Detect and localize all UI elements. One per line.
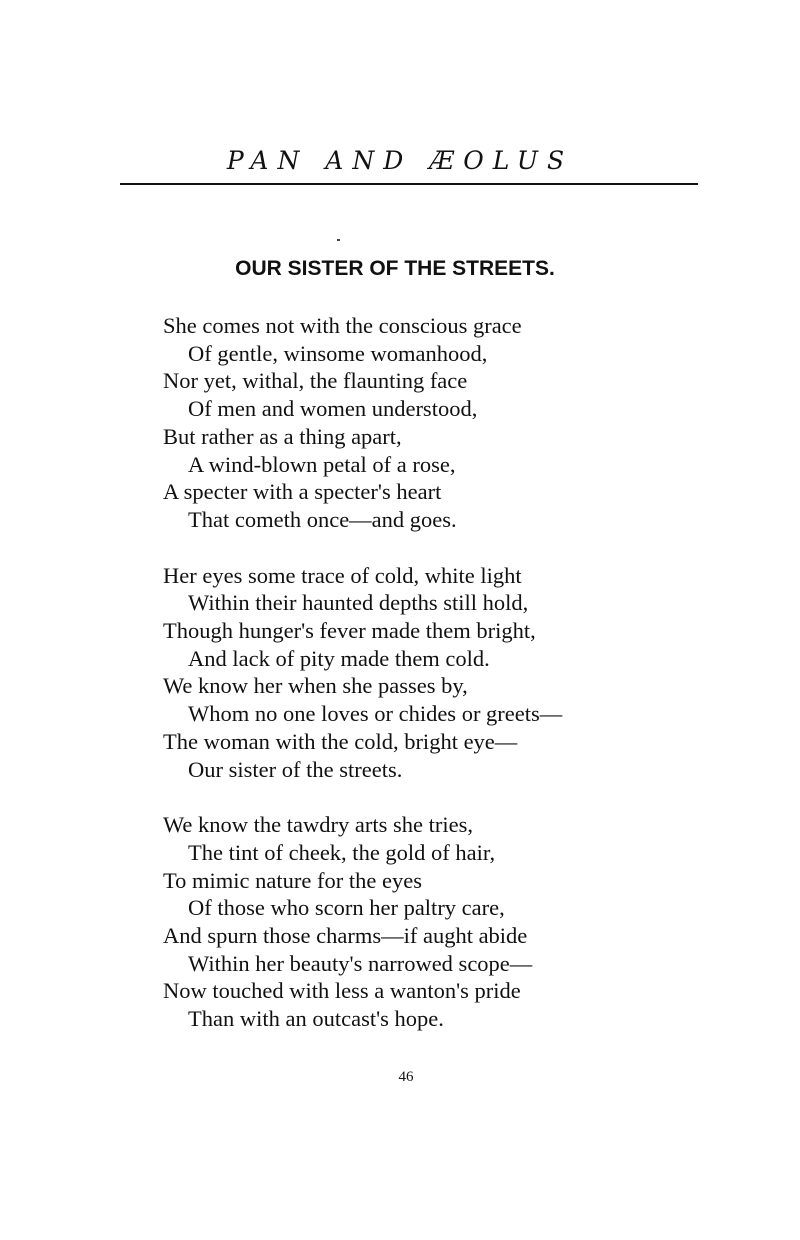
poem-line: Whom no one loves or chides or greets—	[188, 701, 563, 727]
poem-line: Within her beauty's narrowed scope—	[188, 950, 533, 976]
poem-line: Though hunger's fever made them bright,	[163, 618, 536, 644]
poem-line: And spurn those charms—if aught abide	[163, 923, 528, 949]
stanza-3	[163, 811, 763, 1033]
poem-line: Her eyes some trace of cold, white light	[163, 562, 522, 588]
poem-line: We know her when she passes by,	[163, 673, 468, 699]
stray-ink-mark	[337, 239, 340, 241]
stanza-1	[163, 312, 763, 534]
poem-line: And lack of pity made them cold.	[188, 645, 490, 671]
poem-line: But rather as a thing apart,	[163, 423, 402, 449]
poem-line: Of those who scorn her paltry care,	[188, 895, 505, 921]
poem-line: Of gentle, winsome womanhood,	[188, 340, 488, 366]
poem-line: A wind-blown petal of a rose,	[188, 451, 456, 477]
stanza-2	[163, 562, 763, 784]
poem-line: Than with an outcast's hope.	[188, 1006, 444, 1032]
poem-line: Within their haunted depths still hold,	[188, 590, 529, 616]
poem-body	[163, 312, 763, 1061]
page-number: 46	[398, 1069, 414, 1085]
poem-line: A specter with a specter's heart	[163, 479, 442, 505]
poem-line: Our sister of the streets.	[188, 756, 403, 782]
poem-title: OUR SISTER OF THE STREETS.	[235, 257, 555, 280]
poem-line: She comes not with the conscious grace	[163, 313, 522, 338]
running-head: PAN AND ÆOLUS	[226, 146, 574, 175]
poem-line: We know the tawdry arts she tries,	[163, 812, 473, 838]
poem-line: Of men and women understood,	[188, 396, 478, 422]
poem-line: To mimic nature for the eyes	[163, 867, 422, 893]
poem-line: The woman with the cold, bright eye—	[163, 728, 518, 754]
header-rule	[120, 183, 698, 185]
poem-line: Nor yet, withal, the flaunting face	[163, 368, 468, 394]
poem-line: Now touched with less a wanton's pride	[163, 978, 521, 1004]
poem-line: That cometh once—and goes.	[188, 506, 457, 532]
poem-line: The tint of cheek, the gold of hair,	[188, 839, 496, 865]
